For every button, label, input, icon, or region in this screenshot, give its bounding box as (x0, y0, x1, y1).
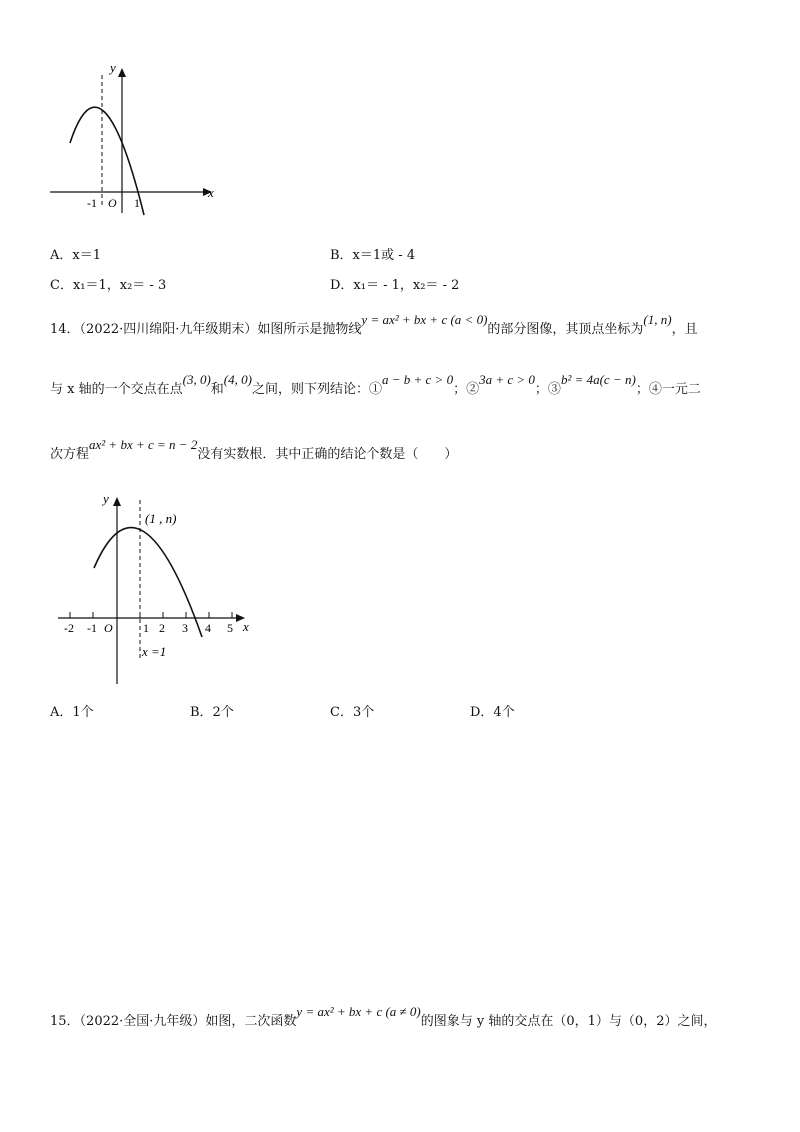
q15-source: （2022·全国·九年级） (79, 1014, 206, 1029)
q14-conclusion-2: 3a + c > 0 (479, 372, 535, 387)
q14-conclusion-3: b² = 4a(c − n) (560, 372, 636, 387)
fig2-vertex-label: (1 , n) (145, 511, 177, 526)
q14-source: （2022·四川绵阳·九年级期末） (79, 322, 258, 337)
q14-point-b: (4, 0) (223, 372, 252, 387)
fig2-tick-label: 4 (205, 621, 211, 635)
q14-text-3: ，且 (671, 322, 698, 337)
q14-text-8: ；③ (534, 382, 561, 397)
fig2-tick-label: 3 (182, 621, 188, 635)
fig2-tick-label: 2 (159, 621, 165, 635)
fig2-axis-label: x =1 (142, 644, 167, 659)
q14-point-a: (3, 0) (182, 372, 211, 387)
fig2-ticks (70, 612, 232, 618)
q14-text-7: ；② (453, 382, 480, 397)
figure-2-parabola (50, 488, 260, 688)
q14-option-d: D．4个 (470, 705, 515, 720)
fig1-y-arrow (118, 68, 126, 77)
q14-text-11: 没有实数根．其中正确的结论个数是（ ） (197, 447, 458, 462)
q14-option-c: C．3个 (330, 705, 375, 720)
fig2-y-label: y (103, 491, 109, 506)
q13-option-c: C．x₁＝1，x₂＝ - 3 (50, 278, 167, 293)
q14-number: 14． (50, 322, 80, 337)
q14-text-10: 次方程 (50, 447, 90, 462)
fig2-tick-label: -1 (87, 621, 97, 635)
q13-option-b: B．x＝1或 - 4 (330, 248, 416, 263)
fig2-tick-label: 5 (227, 621, 233, 635)
q13-option-a: A．x＝1 (50, 248, 101, 263)
fig2-origin: O (104, 621, 113, 635)
fig2-tick-label: 1 (143, 621, 149, 635)
q13-option-d: D．x₁＝ - 1，x₂＝ - 2 (330, 278, 460, 293)
q15-number: 15． (50, 1014, 80, 1029)
fig1-tick-1: 1 (134, 196, 140, 210)
figure-1-parabola (40, 55, 230, 220)
fig1-origin: O (108, 196, 117, 210)
q14-text-1: 如图所示是抛物线 (257, 322, 362, 337)
q14-option-b: B．2个 (190, 705, 234, 720)
q15-text-1: 如图，二次函数 (205, 1014, 297, 1029)
fig1-x-label: x (208, 185, 214, 200)
q14-vertex: (1, n) (643, 312, 672, 327)
q15-formula: y = ax² + bx + c (a ≠ 0) (296, 1004, 421, 1019)
q14-text-4: 与 x 轴的一个交点在点 (50, 382, 183, 397)
q14-text-9: ；④一元二 (635, 382, 701, 397)
q14-conclusion-4: ax² + bx + c = n − 2 (89, 437, 198, 452)
q14-text-6: 之间，则下列结论：① (251, 382, 382, 397)
fig2-y-arrow (113, 497, 121, 506)
q14-conclusion-1: a − b + c > 0 (381, 372, 454, 387)
q15-text-2: 的图象与 y 轴的交点在（0，1）与（0，2）之间， (420, 1014, 717, 1029)
fig1-tick-neg1: -1 (87, 196, 97, 210)
fig1-y-label: y (110, 60, 116, 75)
fig2-tick-label: -2 (64, 621, 74, 635)
q14-line-2 (50, 372, 701, 399)
q14-formula-parabola: y = ax² + bx + c (a < 0) (361, 312, 488, 327)
q15-line-1 (50, 1004, 717, 1031)
q14-option-a: A．1个 (50, 705, 94, 720)
q14-text-5: 和 (210, 382, 224, 397)
q14-line-1 (50, 312, 698, 339)
q14-line-3 (50, 437, 458, 464)
q14-text-2: 的部分图像，其顶点坐标为 (487, 322, 644, 337)
fig1-parabola-curve (70, 107, 144, 215)
fig2-x-label: x (243, 619, 249, 634)
